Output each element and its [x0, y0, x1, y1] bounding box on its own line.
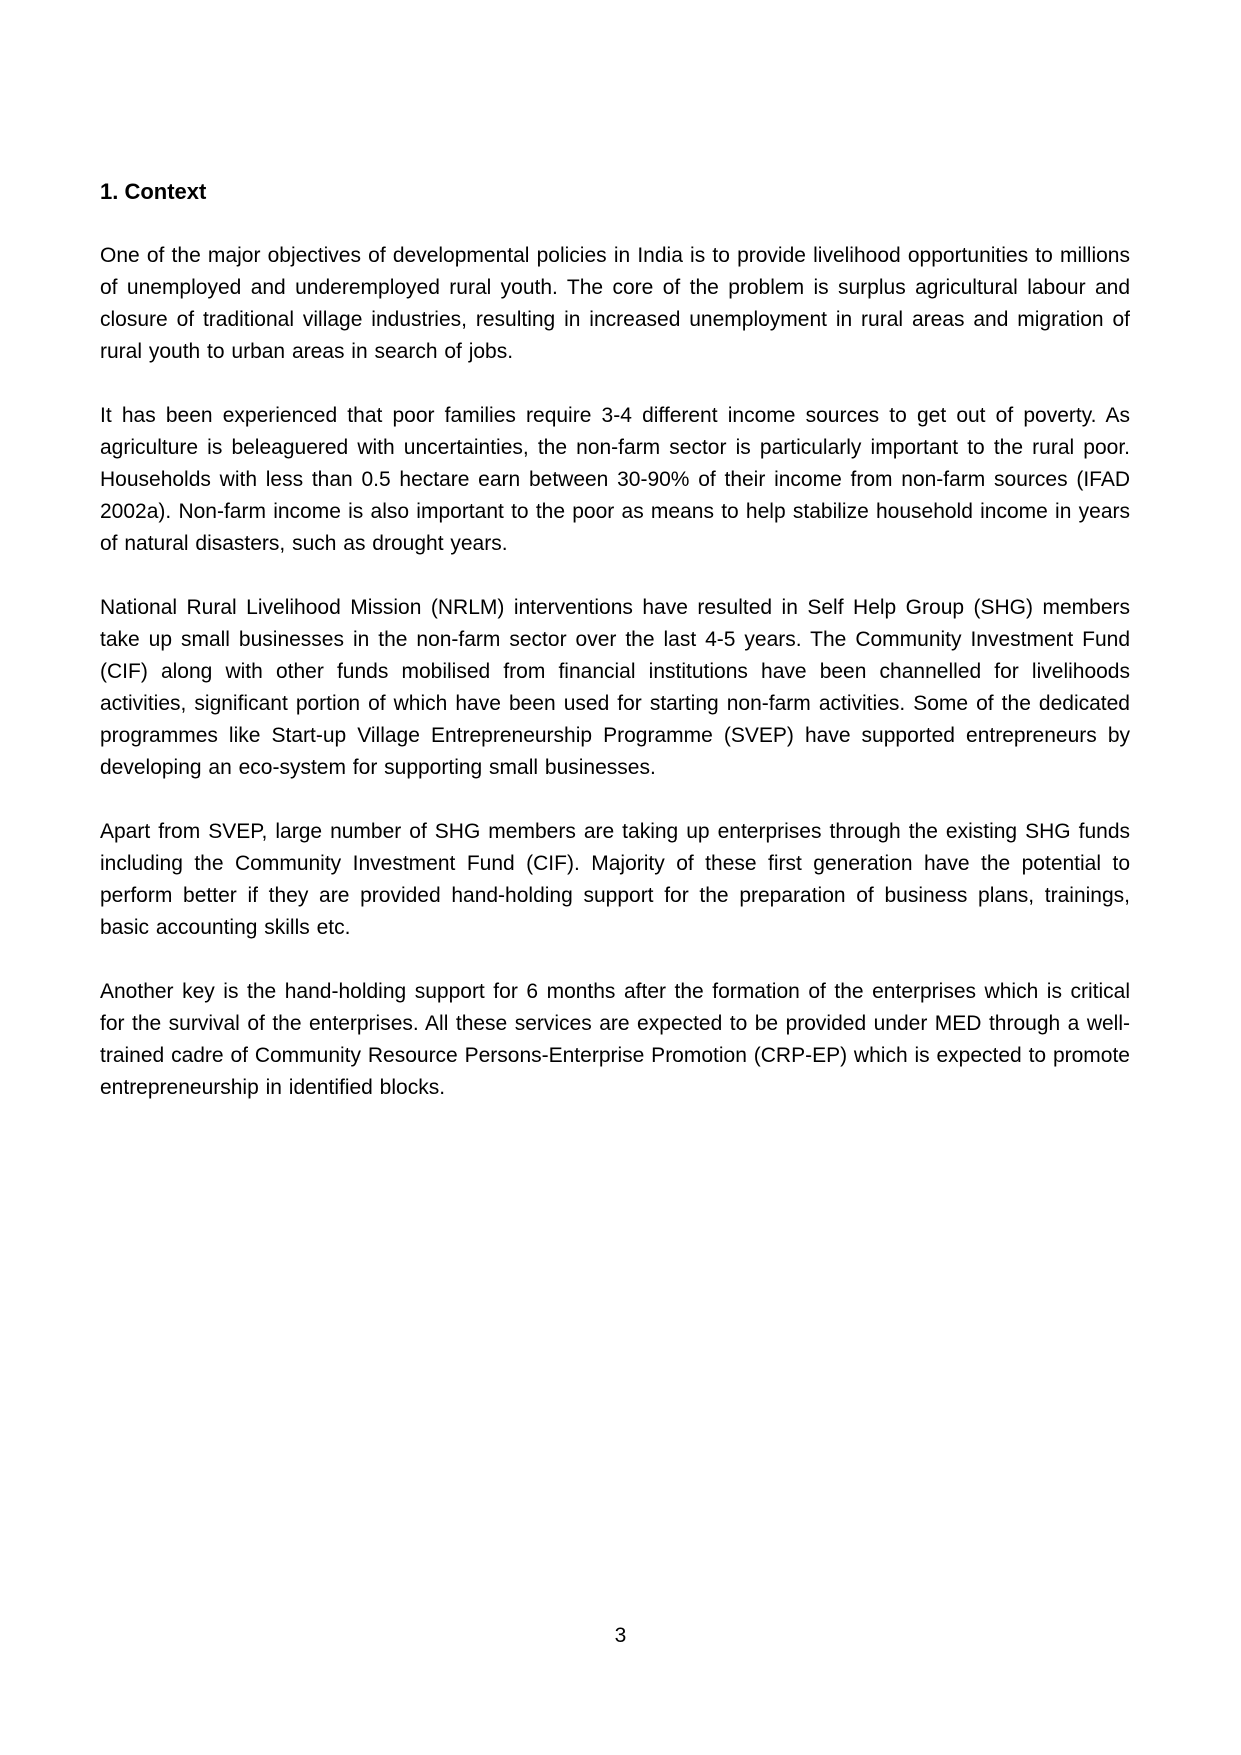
paragraph-context-1: One of the major objectives of developmental policies in India is to provide livelihood opportunities to millions of unemployed and underemployed rural youth. The core of the problem is surplus agricultural labour and closure of traditional village industries, resulting in increased unemployment in rural areas and migration of rural youth to urban areas in search of jobs. [100, 244, 1130, 363]
page-title: 1. Context [100, 179, 207, 204]
paragraph-context-3: National Rural Livelihood Mission (NRLM) interventions have resulted in Self Help Group (SHG) members take up small businesses in the non-farm sector over the last 4-5 years. The Community Investment Fund (CIF) along with other funds mobilised from financial institutions have been channelled for livelihoods activities, significant portion of which have been used for starting non-farm activities. Some of the dedicated programmes like Start-up Village Entrepreneurship Programme (SVEP) have supported entrepreneurs by developing an eco-system for supporting small businesses. [100, 596, 1130, 779]
paragraph-context-5: Another key is the hand-holding support for 6 months after the formation of the enterprises which is critical for the survival of the enterprises. All these services are expected to be provided under MED through a well-trained cadre of Community Resource Persons-Enterprise Promotion (CRP-EP) which is expected to promote entrepreneurship in identified blocks. [100, 980, 1130, 1099]
page-number: 3 [614, 1624, 627, 1647]
paragraph-context-2: It has been experienced that poor families require 3-4 different income sources to get out of poverty. As agriculture is beleaguered with uncertainties, the non-farm sector is particularly important to the rural poor. Households with less than 0.5 hectare earn between 30-90% of their income from non-farm sources (IFAD 2002a). Non-farm income is also important to the poor as means to help stabilize household income in years of natural disasters, such as drought years. [100, 404, 1130, 555]
paragraph-context-4: Apart from SVEP, large number of SHG members are taking up enterprises through the existing SHG funds including the Community Investment Fund (CIF). Majority of these first generation have the potential to perform better if they are provided hand-holding support for the preparation of business plans, trainings, basic accounting skills etc. [100, 820, 1130, 939]
